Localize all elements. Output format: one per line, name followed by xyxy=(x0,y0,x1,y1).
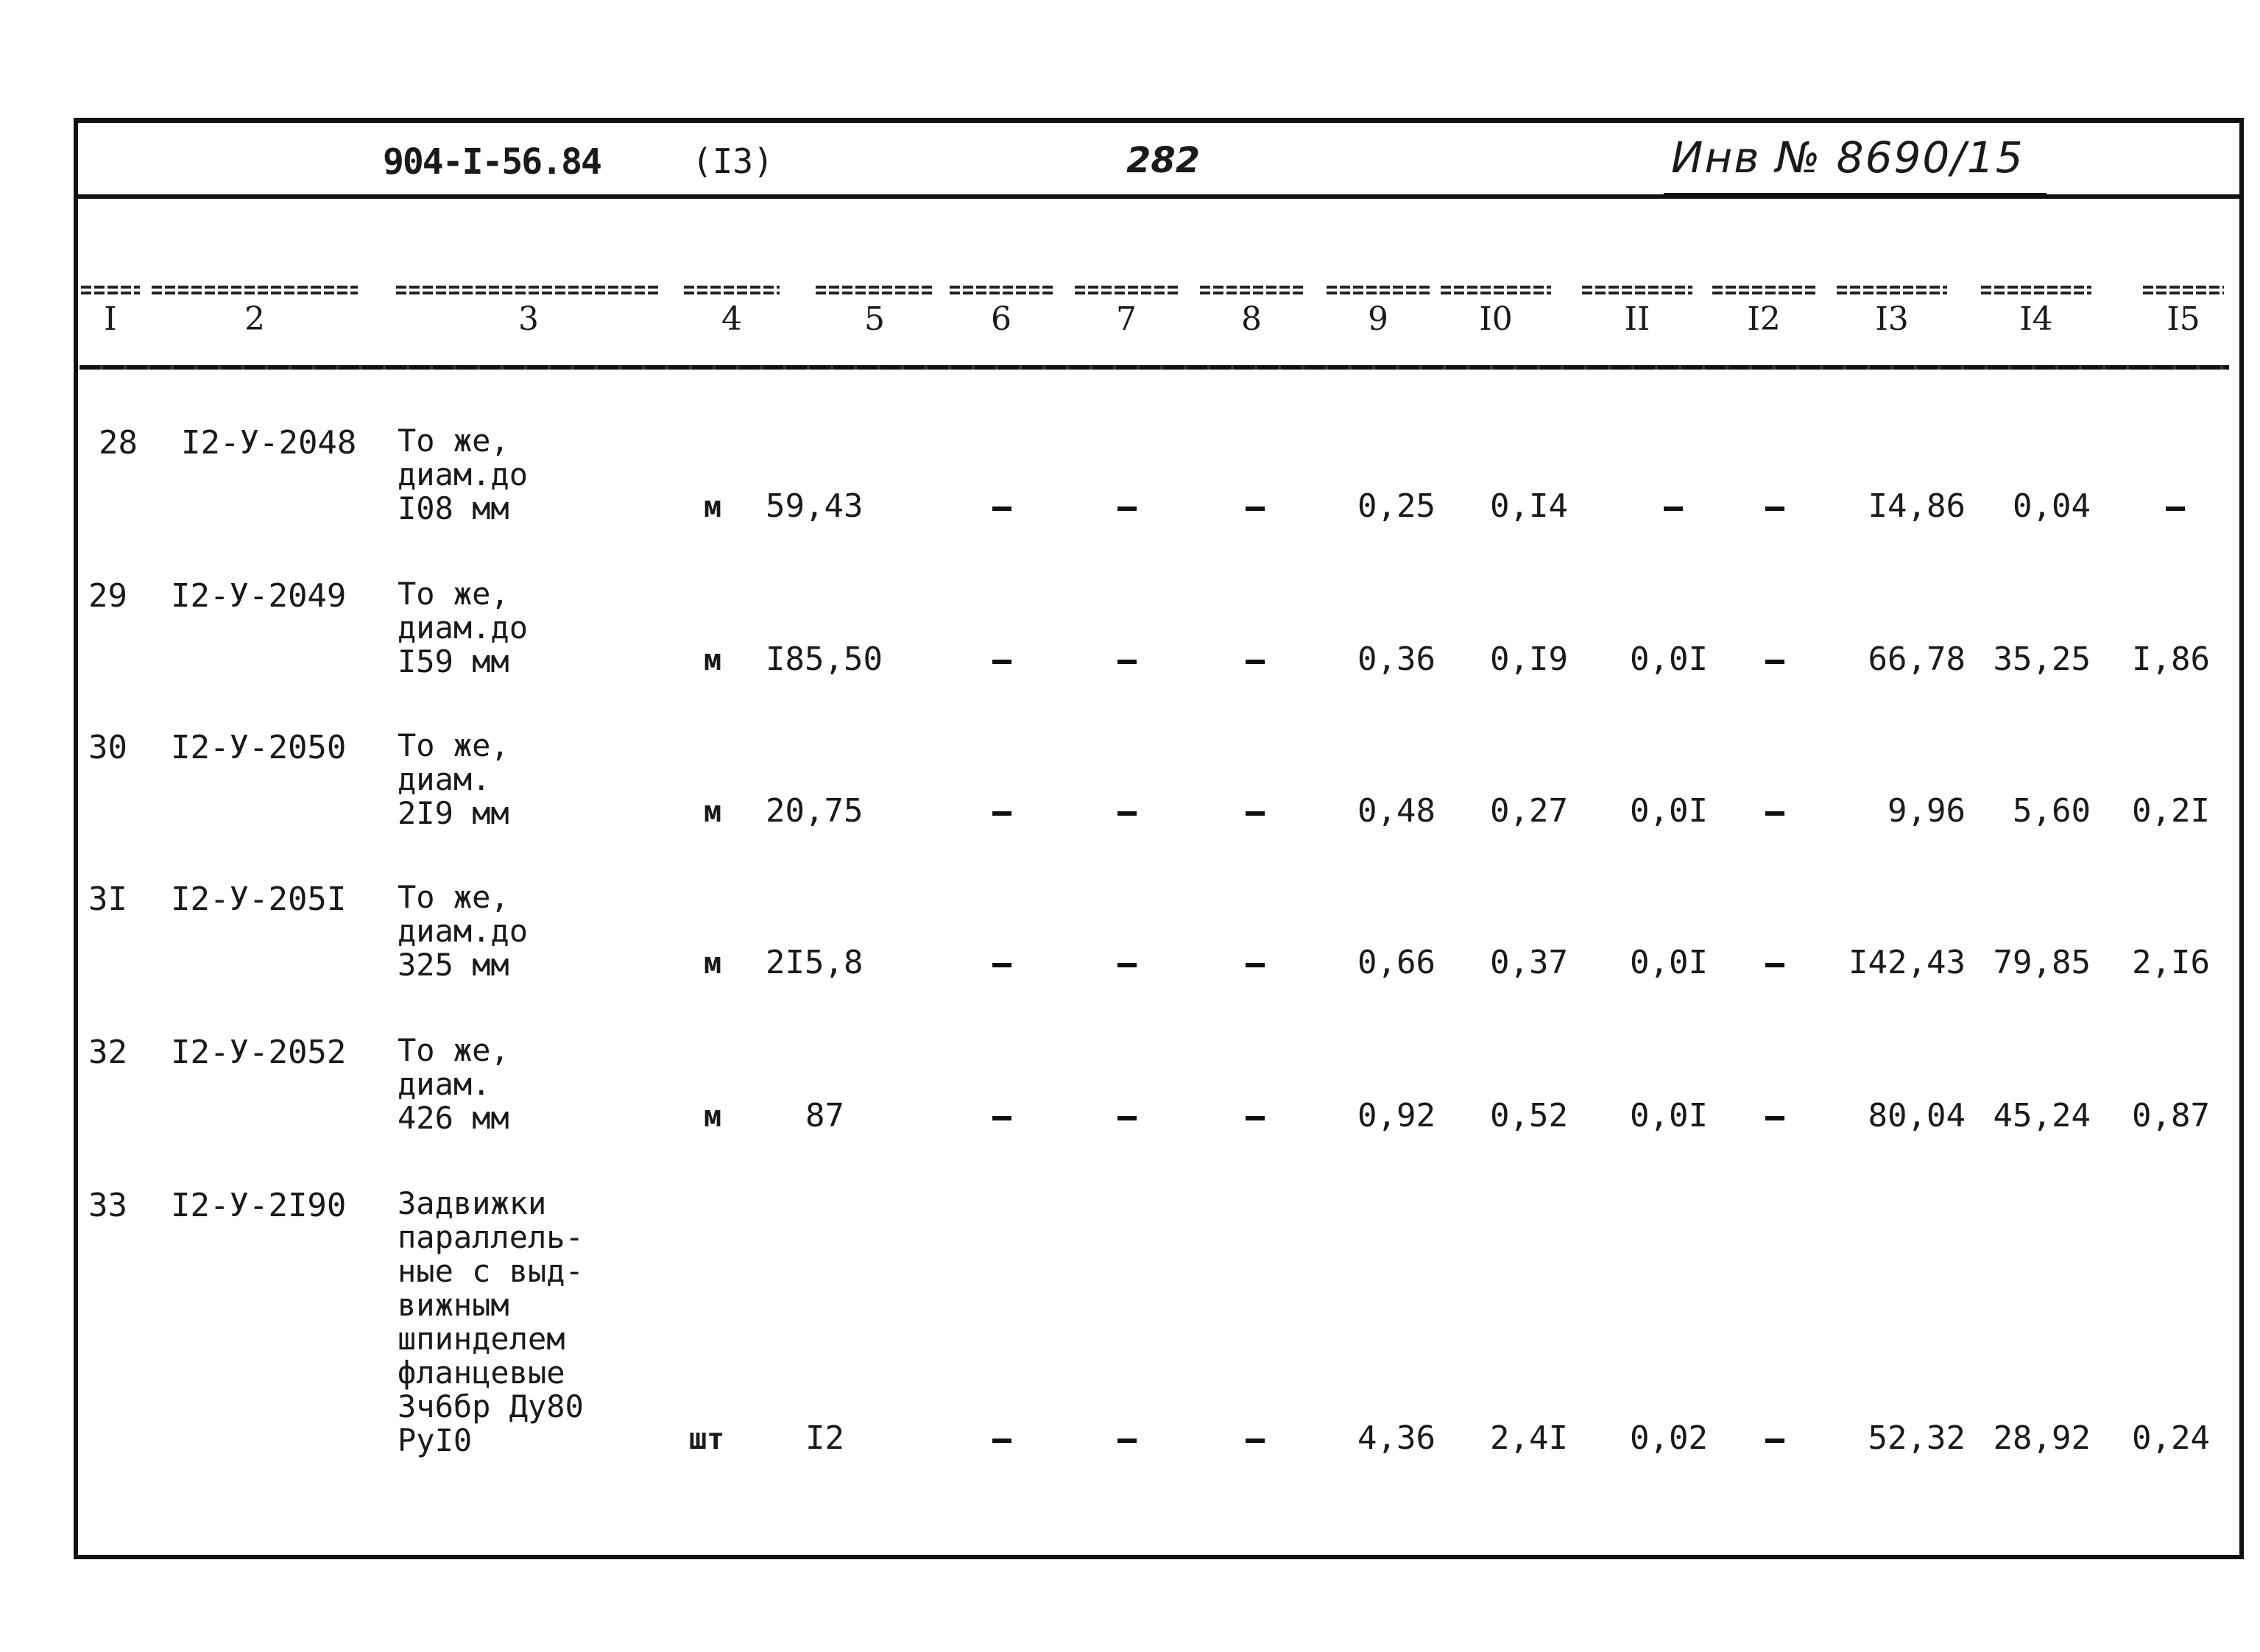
unit-of-measure: шт xyxy=(689,1422,725,1456)
header-dash-12 xyxy=(1712,286,1815,289)
dash-c8 xyxy=(1246,1439,1265,1443)
dash-c12 xyxy=(1765,506,1784,511)
column-number-5: 5 xyxy=(864,300,885,338)
quantity: 59,43 xyxy=(766,487,864,525)
value-c15: 0,2I xyxy=(2132,792,2210,830)
item-code: I2-У-2048 xyxy=(181,424,357,462)
header-dash-10 xyxy=(1441,286,1551,289)
header-dash-1 xyxy=(81,286,140,289)
value-c11: 0,0I xyxy=(1630,1097,1708,1134)
column-number-4: 4 xyxy=(721,300,742,338)
value-c13: I42,43 xyxy=(1848,944,1966,981)
dash-c12 xyxy=(1765,811,1784,816)
header-bottom-rule xyxy=(80,365,2229,370)
dash-c12 xyxy=(1765,660,1784,664)
item-code: I2-У-2I90 xyxy=(171,1187,347,1224)
quantity: 20,75 xyxy=(766,792,864,830)
description-line: То же, xyxy=(398,423,509,459)
dash-c6 xyxy=(992,811,1011,816)
value-c14: 0,04 xyxy=(2013,487,2091,525)
header-dash-7 xyxy=(1075,292,1178,294)
dash-c8 xyxy=(1246,660,1265,664)
dash-c12 xyxy=(1765,1116,1784,1120)
unit-of-measure: м xyxy=(704,490,722,524)
header-dash-3 xyxy=(396,292,661,294)
value-c9: 0,92 xyxy=(1357,1097,1436,1134)
description-line: То же, xyxy=(398,576,509,612)
page-number: 282 xyxy=(1126,140,1201,181)
dash-c6 xyxy=(992,660,1011,664)
unit-of-measure: м xyxy=(704,1100,722,1134)
quantity: I85,50 xyxy=(766,640,883,678)
header-dash-9 xyxy=(1327,286,1430,289)
column-number-13: I3 xyxy=(1875,300,1909,338)
item-code: I2-У-2050 xyxy=(171,729,347,766)
value-c11: 0,02 xyxy=(1630,1419,1708,1457)
quantity: 2I5,8 xyxy=(766,944,864,981)
column-number-11: II xyxy=(1624,300,1650,338)
column-number-14: I4 xyxy=(2019,300,2053,338)
value-c13: 9,96 xyxy=(1888,792,1966,830)
item-code: I2-У-205I xyxy=(171,880,347,918)
dash-c7 xyxy=(1117,811,1137,816)
value-c10: 0,52 xyxy=(1490,1097,1568,1134)
value-c10: 0,27 xyxy=(1490,792,1568,830)
column-number-2: 2 xyxy=(244,300,265,338)
row-number: 29 xyxy=(88,577,127,615)
header-dash-5 xyxy=(816,286,933,289)
header-dash-11 xyxy=(1582,286,1692,289)
header-dash-5 xyxy=(816,292,933,294)
value-c10: 0,37 xyxy=(1490,944,1568,981)
description-line: вижным xyxy=(398,1287,509,1323)
header-dash-14 xyxy=(1981,286,2091,289)
value-c14: 35,25 xyxy=(1993,640,2091,678)
row-number: 32 xyxy=(88,1034,127,1071)
value-c9: 0,48 xyxy=(1357,792,1436,830)
row-number: 28 xyxy=(99,424,138,462)
row-number: 3I xyxy=(88,880,127,918)
row-number: 33 xyxy=(88,1187,127,1224)
value-c9: 0,25 xyxy=(1357,487,1436,525)
description-line: То же, xyxy=(398,1032,509,1068)
dash-c8 xyxy=(1246,811,1265,816)
value-c14: 5,60 xyxy=(2013,792,2091,830)
value-c11: 0,0I xyxy=(1630,792,1708,830)
sheet-number: (I3) xyxy=(692,141,774,181)
quantity: 87 xyxy=(805,1097,844,1134)
value-c9: 0,36 xyxy=(1357,640,1436,678)
description-line: 3ч6бр Ду80 xyxy=(398,1388,584,1425)
column-number-12: I2 xyxy=(1747,300,1781,338)
description-line: Задвижки xyxy=(398,1185,547,1221)
header-dash-6 xyxy=(950,292,1053,294)
dash-c7 xyxy=(1117,963,1137,967)
value-c15: 0,87 xyxy=(2132,1097,2210,1134)
value-c13: 52,32 xyxy=(1868,1419,1966,1457)
value-c14: 28,92 xyxy=(1993,1419,2091,1457)
description-line: шпинделем xyxy=(398,1321,565,1357)
value-c13: I4,86 xyxy=(1868,487,1966,525)
description-line: параллель- xyxy=(398,1219,584,1255)
header-dash-14 xyxy=(1981,292,2091,294)
dash-c6 xyxy=(992,506,1011,511)
column-header-dashes xyxy=(0,286,2260,296)
unit-of-measure: м xyxy=(704,795,722,829)
column-number-7: 7 xyxy=(1116,300,1137,338)
dash-c8 xyxy=(1246,963,1265,967)
inventory-number: Инв № 8690/15 xyxy=(1671,133,2024,183)
header-dash-12 xyxy=(1712,292,1815,294)
header-dash-4 xyxy=(684,292,780,294)
column-number-9: 9 xyxy=(1368,300,1388,338)
document-code: 904-I-56.84 xyxy=(383,141,601,183)
value-c9: 4,36 xyxy=(1357,1419,1436,1457)
description-line: диам.до xyxy=(398,913,529,949)
header-dash-9 xyxy=(1327,292,1430,294)
value-c10: 2,4I xyxy=(1490,1419,1568,1457)
header-dash-2 xyxy=(152,286,358,289)
header-dash-8 xyxy=(1200,286,1303,289)
column-number-6: 6 xyxy=(991,300,1011,338)
description-line: РуI0 xyxy=(398,1422,473,1458)
value-c14: 79,85 xyxy=(1993,944,2091,981)
dash-c15 xyxy=(2166,506,2185,511)
inventory-underline xyxy=(1664,193,2047,196)
description-line: 2I9 мм xyxy=(398,795,509,831)
dash-c8 xyxy=(1246,1116,1265,1120)
value-c13: 66,78 xyxy=(1868,640,1966,678)
header-dash-11 xyxy=(1582,292,1692,294)
description-line: 426 мм xyxy=(398,1100,509,1136)
value-c9: 0,66 xyxy=(1357,944,1436,981)
quantity: I2 xyxy=(805,1419,844,1457)
dash-c11 xyxy=(1664,506,1683,511)
value-c15: 2,I6 xyxy=(2132,944,2210,981)
dash-c7 xyxy=(1117,506,1137,511)
header-dash-2 xyxy=(152,292,358,294)
row-number: 30 xyxy=(88,729,127,766)
description-line: фланцевые xyxy=(398,1355,565,1391)
dash-c7 xyxy=(1117,1116,1137,1120)
header-dash-13 xyxy=(1837,292,1947,294)
description-line: I59 мм xyxy=(398,643,509,679)
dash-c12 xyxy=(1765,963,1784,967)
header-dash-7 xyxy=(1075,286,1178,289)
column-number-10: I0 xyxy=(1479,300,1513,338)
dash-c6 xyxy=(992,963,1011,967)
header-dash-1 xyxy=(81,292,140,294)
description-line: диам.до xyxy=(398,610,529,646)
header-dash-15 xyxy=(2143,292,2224,294)
column-number-3: 3 xyxy=(518,300,539,338)
dash-c12 xyxy=(1765,1439,1784,1443)
dash-c7 xyxy=(1117,660,1137,664)
header-dash-3 xyxy=(396,286,661,289)
value-c15: 0,24 xyxy=(2132,1419,2210,1457)
description-line: диам.до xyxy=(398,456,529,493)
description-line: 325 мм xyxy=(398,947,509,983)
value-c15: I,86 xyxy=(2132,640,2210,678)
column-number-8: 8 xyxy=(1241,300,1262,338)
description-line: То же, xyxy=(398,879,509,915)
description-line: диам. xyxy=(398,761,491,797)
value-c11: 0,0I xyxy=(1630,944,1708,981)
header-dash-10 xyxy=(1441,292,1551,294)
description-line: ные с выд- xyxy=(398,1253,584,1289)
value-c11: 0,0I xyxy=(1630,640,1708,678)
value-c10: 0,I9 xyxy=(1490,640,1568,678)
dash-c7 xyxy=(1117,1439,1137,1443)
value-c10: 0,I4 xyxy=(1490,487,1568,525)
description-line: диам. xyxy=(398,1066,491,1102)
header-dash-6 xyxy=(950,286,1053,289)
column-number-15: I5 xyxy=(2167,300,2200,338)
description-line: I08 мм xyxy=(398,490,509,526)
item-code: I2-У-2049 xyxy=(171,577,347,615)
unit-of-measure: м xyxy=(704,643,722,677)
header-dash-13 xyxy=(1837,286,1947,289)
header-dash-4 xyxy=(684,286,780,289)
value-c14: 45,24 xyxy=(1993,1097,2091,1134)
header-dash-8 xyxy=(1200,292,1303,294)
column-number-1: I xyxy=(104,300,117,338)
description-line: То же, xyxy=(398,727,509,763)
dash-c6 xyxy=(992,1116,1011,1120)
dash-c6 xyxy=(992,1439,1011,1443)
dash-c8 xyxy=(1246,506,1265,511)
item-code: I2-У-2052 xyxy=(171,1034,347,1071)
value-c13: 80,04 xyxy=(1868,1097,1966,1134)
header-dash-15 xyxy=(2143,286,2224,289)
unit-of-measure: м xyxy=(704,947,722,981)
